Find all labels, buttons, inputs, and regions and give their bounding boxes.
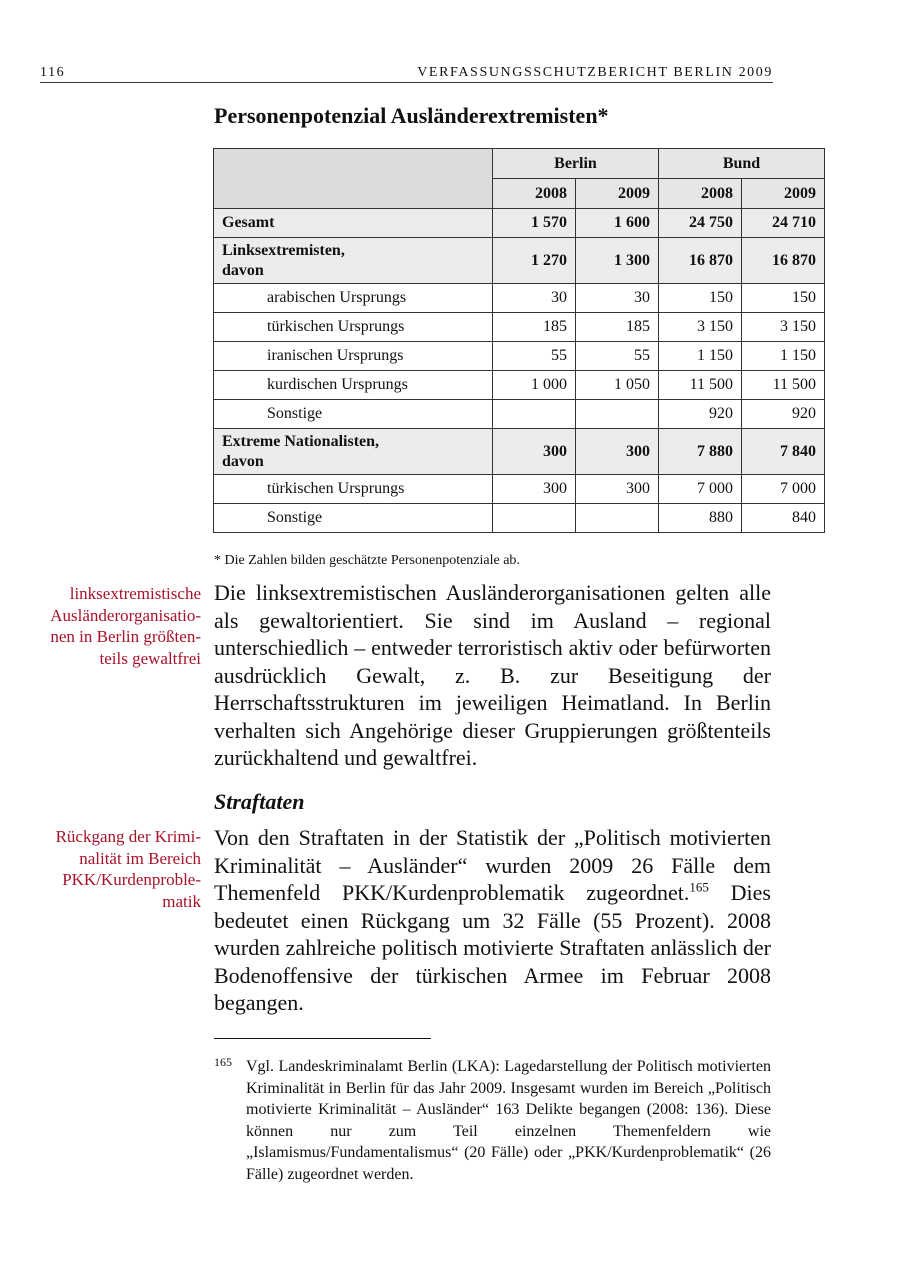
table-cell: 30 (493, 284, 576, 313)
table-cell: 1 300 (576, 238, 659, 284)
table-row (214, 400, 825, 429)
table-row (214, 209, 825, 238)
table-cell: 150 (659, 284, 742, 313)
table-cell: 1 570 (493, 209, 576, 238)
table-cell: 16 870 (742, 238, 825, 284)
table-cell: 7 000 (659, 475, 742, 504)
paragraph-2-text-a: Von den Straftaten in der Statistik der „Politisch motivierten Kriminalität – Ausländer“ wurden 2009 26 Fälle dem Themenfeld PKK/Kurdenproblematik zugeordnet. (214, 825, 771, 905)
row-label: arabischen Ursprungs (214, 284, 493, 313)
table-cell: 920 (659, 400, 742, 429)
table-cell: 880 (659, 504, 742, 533)
row-label: kurdischen Ursprungs (214, 371, 493, 400)
row-label: türkischen Ursprungs (214, 475, 493, 504)
table-cell: 1 150 (659, 342, 742, 371)
table-row (214, 371, 825, 400)
table-cell: 3 150 (742, 313, 825, 342)
row-label: Linksextremisten, davon (214, 238, 493, 284)
table-cell: 24 710 (742, 209, 825, 238)
footnote-divider (214, 1038, 431, 1039)
table-row (214, 284, 825, 313)
table-cell: 185 (576, 313, 659, 342)
margin-note-gewaltfrei: linksextremistische Ausländerorganisatio- nen in Berlin größten- teils gewaltfrei (50, 584, 201, 668)
body-paragraph-1: Die linksextremistischen Ausländerorganisationen gelten alle als gewaltorientiert. Sie sind im Ausland – regional unterschiedlich – entweder terroristisch aktiv oder befürworten ausdrücklich Gewalt, z. B. zur Beseitigung der Herrschaftsstrukturen im jeweiligen Heimatland. In Berlin verhalten sich Angehörige dieser Gruppierungen größtenteils zurückhaltend und gewaltfrei. (214, 580, 771, 770)
table-corner-cell (214, 149, 493, 209)
table-cell: 300 (576, 475, 659, 504)
table-row (214, 238, 825, 284)
table-row (214, 313, 825, 342)
table-cell: 11 500 (659, 371, 742, 400)
year-header: 2008 (659, 179, 742, 209)
table-cell: 30 (576, 284, 659, 313)
table-cell: 11 500 (742, 371, 825, 400)
table-row (214, 504, 825, 533)
table-cell: 3 150 (659, 313, 742, 342)
paragraph-2-text-b: Dies bedeutet einen Rückgang um 32 Fälle (55 Prozent). 2008 wurden zahlreiche politisch motivierte Straftaten anlässlich der Bodenoffensive der türkischen Armee im Februar 2008 begangen. (214, 880, 771, 1015)
table-row (214, 429, 825, 475)
row-label: iranischen Ursprungs (214, 342, 493, 371)
table-cell: 1 600 (576, 209, 659, 238)
running-title: VERFASSUNGSSCHUTZBERICHT BERLIN 2009 (417, 65, 773, 80)
table-cell: 300 (493, 429, 576, 475)
body-paragraph-2 (214, 824, 771, 1017)
table-cell: 1 270 (493, 238, 576, 284)
table-cell: 300 (493, 475, 576, 504)
table-cell: 920 (742, 400, 825, 429)
row-label: türkischen Ursprungs (214, 313, 493, 342)
year-header: 2009 (742, 179, 825, 209)
table-title: Personenpotenzial Ausländerextremisten* (214, 103, 609, 128)
group-header-berlin: Berlin (493, 149, 659, 179)
table-cell: 1 150 (742, 342, 825, 371)
table-cell: 55 (576, 342, 659, 371)
margin-note-rueckgang: Rückgang der Krimi- nalität im Bereich PKK/Kurdenproble- matik (55, 827, 201, 911)
table-row (214, 475, 825, 504)
table-cell (493, 504, 576, 533)
table-row (214, 342, 825, 371)
table-cell: 1 000 (493, 371, 576, 400)
row-label: Sonstige (214, 400, 493, 429)
footnote-text: Vgl. Landeskriminalamt Berlin (LKA): Lagedarstellung der Politisch motivierten Kriminalität in Berlin für das Jahr 2009. Insgesamt wurden im Bereich „Politisch motivierte Kriminalität – Ausländer“ 163 Delikte begangen (2008: 136). Diese können nur zum Teil einzelnen Themenfeldern wie „Islamismus/Fundamentalismus“ (20 Fälle) oder „PKK/Kurdenproblematik“ (26 Fälle) zugeordnet werden. (246, 1058, 771, 1183)
row-label: Gesamt (214, 209, 493, 238)
table-cell: 7 880 (659, 429, 742, 475)
year-header: 2008 (493, 179, 576, 209)
group-header-bund: Bund (659, 149, 825, 179)
table-footnote: * Die Zahlen bilden geschätzte Personenpotenziale ab. (214, 553, 520, 568)
footnote-reference[interactable]: 165 (689, 879, 709, 895)
table-cell: 185 (493, 313, 576, 342)
table-cell (576, 504, 659, 533)
table-cell: 150 (742, 284, 825, 313)
table-cell: 24 750 (659, 209, 742, 238)
footnote-165 (214, 1056, 771, 1185)
table-cell (576, 400, 659, 429)
page-number: 116 (40, 65, 66, 80)
running-header (40, 62, 773, 83)
table-cell: 55 (493, 342, 576, 371)
table-cell: 300 (576, 429, 659, 475)
footnote-number: 165 (214, 1055, 232, 1069)
row-label: Extreme Nationalisten, davon (214, 429, 493, 475)
table-cell: 840 (742, 504, 825, 533)
table-cell: 7 000 (742, 475, 825, 504)
table-cell: 7 840 (742, 429, 825, 475)
section-heading-straftaten: Straftaten (214, 789, 305, 814)
table-cell: 16 870 (659, 238, 742, 284)
table-cell: 1 050 (576, 371, 659, 400)
personenpotenzial-table (213, 148, 825, 533)
row-label: Sonstige (214, 504, 493, 533)
year-header: 2009 (576, 179, 659, 209)
table-cell (493, 400, 576, 429)
